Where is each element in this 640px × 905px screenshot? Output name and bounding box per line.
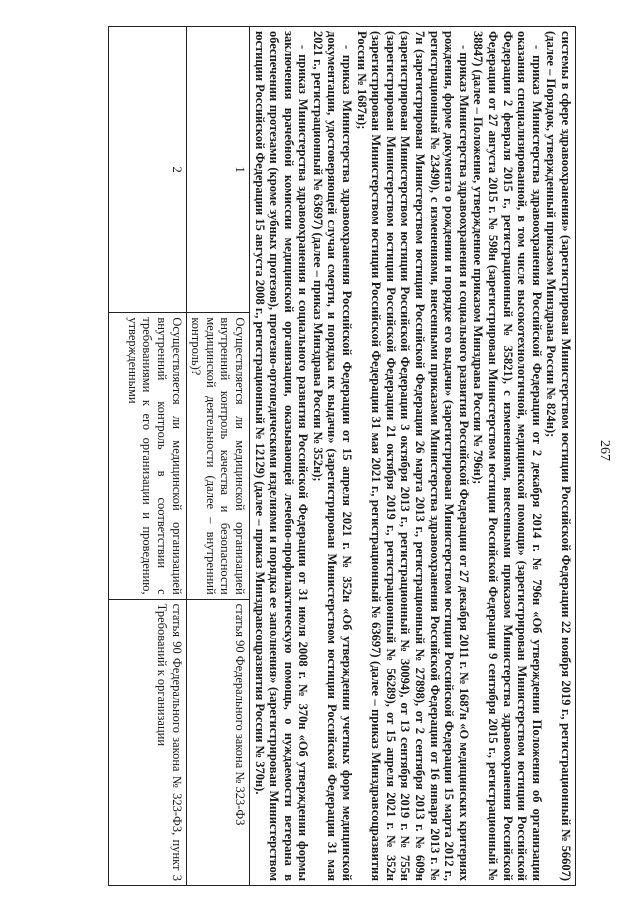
requirements-table <box>108 26 576 886</box>
row-number: 2 <box>109 27 187 313</box>
table-row <box>109 27 187 886</box>
continuation-row <box>249 27 575 886</box>
continuation-paragraph: системы в сфере здравоохранения» (зарегистрирован Министерством юстиции Российской Федерации 22 ноября 2019 г., регистрационный № 56607) (далее – Порядок, утвержденный приказом Минздрава России № 824н); <box>544 31 573 881</box>
row-question: Осуществляется ли медицинской организацией внутренний контроль в соответствии с требованиями к его организации и проведению, утвержденными <box>109 313 187 599</box>
continuation-cell <box>249 27 575 886</box>
table-row <box>186 27 249 886</box>
row-question: Осуществляется ли медицинской организацией внутренний контроль качества и безопасности медицинской деятельности (далее – внутренний контроль)? <box>186 313 249 599</box>
continuation-paragraph: - приказ Министерства здравоохранения и социального развития Российской Федерации от 27 декабря 2011 г. № 1687н «О медицинских критериях рождения, форме документа о рождении и порядке его выдачи» (зарегистрирован Министерством юстиции Российской Федерации 15 марта 2012 г., регистрационный № 23490), с изменениями, внесенными приказами Министерства здравоохранения Российской Федерации от 16 января 2013 г. № 7н (зарегистрирован Министерством юстиции Российской Федерации 26 марта 2013 г., регистрационный № 27898), от 2 сентября 2013 г. № 609н (зарегистрирован Министерством юстиции Российской Федерации 3 октября 2013 г., регистрационный № 30094), от 13 сентября 2019 г. № 755н (зарегистрирован Министерством юстиции Российской Федерации 21 октября 2019 г., регистрационный № 56289), от 15 апреля 2021 г. № 352н (зарегистрирован Министерством юстиции Российской Федерации 31 мая 2021 г., регистрационный № 63697) (далее – приказ Минздравсоцразвития России № 1687н); <box>354 31 471 881</box>
continuation-paragraph: - приказ Министерства здравоохранения Российской Федерации от 15 апреля 2021 г. № 352н «Об утверждении учетных форм медицинской документации, удостоверяющей случаи смерти, и порядка их выдачи» (зарегистрирован Министерством юстиции Российской Федерации 31 мая 2021 г., регистрационный № 63697) (далее – приказ Минздрава России № 352н); <box>310 31 355 881</box>
row-reference: статья 90 Федерального закона № 323-ФЗ <box>186 599 249 885</box>
continuation-paragraph: - приказ Министерства здравоохранения Российской Федерации от 2 декабря 2014 г. № 796н «Об утверждении Положения об организации оказания специализированной, в том числе высокотехнологичной, медицинской помощи» (зарегистрирован Министерством юстиции Российской Федерации 2 февраля 2015 г., регистрационный № 35821), с изменениями, внесенными приказом Министерства здравоохранения Российской Федерации от 27 августа 2015 г. № 598н (зарегистрирован Министерством юстиции Российской Федерации 9 сентября 2015 г., регистрационный № 38847) (далее – Положение, утвержденное приказом Минздрава России № 796н); <box>471 31 544 881</box>
row-reference: статья 90 Федерального закона № 323-ФЗ, пункт 3 Требований к организации <box>109 599 187 885</box>
rotated-table-container <box>108 26 576 886</box>
page-number: 267 <box>597 440 612 461</box>
continuation-paragraph: - приказ Министерства здравоохранения и социального развития Российской Федерации от 31 июля 2008 г. № 370н «Об утверждении формы заключения врачебной комиссии медицинской организации, оказывающей лечебно-профилактическую помощь, о нуждаемости ветерана в обеспечении протезами (кроме зубных протезов), протезно-ортопедическими изделиями и порядка ее заполнения» (зарегистрирован Министерством юстиции Российской Федерации 15 августа 2008 г., регистрационный № 12129) (далее – приказ Минздравсоцразвития России № 370н). <box>252 31 311 881</box>
row-number: 1 <box>186 27 249 313</box>
